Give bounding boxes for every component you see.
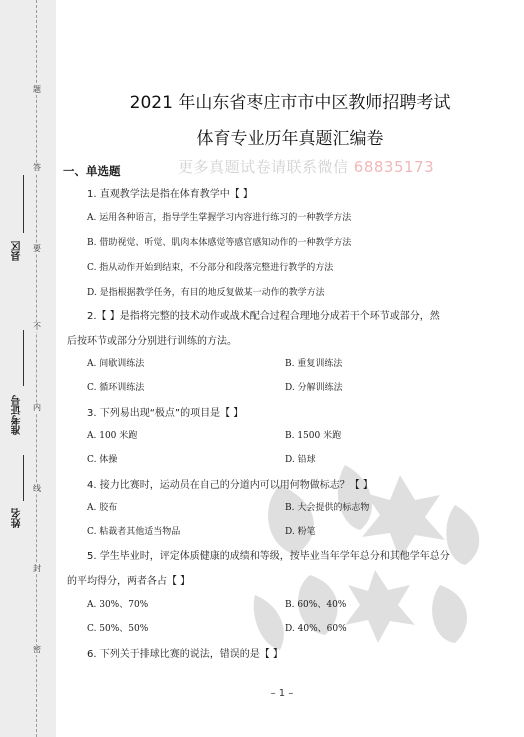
question-stem: 2.【 】是指将完整的技术动作或战术配合过程合理地分成若干个环节或部分，然: [87, 311, 440, 322]
promo-number: 68835173: [353, 158, 435, 176]
exam-no-write-line[interactable]: [23, 330, 24, 386]
seal-char: 不: [33, 322, 41, 331]
option-d: D. 粉笔: [285, 527, 316, 537]
option-a: A. 30%、70%: [87, 600, 149, 610]
option-b: B. 大会提供的标志物: [285, 503, 370, 513]
option-d: D. 铅球: [285, 455, 316, 465]
seal-char: 答: [33, 163, 41, 172]
section-heading: 一、单选题: [63, 164, 121, 178]
option-a: A. 运用各种语言，指导学生掌握学习内容进行练习的一种教学方法: [87, 213, 352, 223]
option-c: C. 体操: [87, 455, 118, 465]
option-b: B. 借助视觉、听觉、肌肉本体感觉等感官感知动作的一种教学方法: [87, 238, 352, 248]
seal-char: 要: [33, 244, 41, 253]
option-c: C. 50%、50%: [87, 624, 149, 634]
question-stem: 6. 下列关于排球比赛的说法，错误的是【 】: [87, 649, 283, 660]
exam-no-label: 准考证号: [12, 395, 23, 435]
option-a: A. 间歇训练法: [87, 359, 145, 369]
option-d: D. 分解训练法: [285, 383, 343, 393]
option-a: A. 100 米跑: [87, 431, 138, 441]
option-c: C. 粘裁者其他适当物品: [87, 527, 181, 537]
page-number: – 1 –: [270, 688, 294, 699]
seal-char: 内: [33, 403, 41, 412]
option-b: B. 重复训练法: [285, 359, 343, 369]
option-a: A. 胶布: [87, 503, 118, 513]
county-write-line[interactable]: [23, 175, 24, 233]
option-c: C. 循环训练法: [87, 383, 145, 393]
question-stem-cont: 的平均得分，两者各占【 】: [67, 576, 191, 587]
question-stem: 1. 直观教学法是指在体育教学中【 】: [87, 189, 253, 200]
exam-title: 2021 年山东省枣庄市市中区教师招聘考试: [129, 93, 451, 113]
name-label: 姓名: [12, 508, 23, 528]
option-b: B. 1500 米跑: [285, 431, 342, 441]
option-d: D. 是指根据教学任务，有目的地反复做某一动作的教学方法: [87, 288, 325, 298]
question-stem: 3. 下列易出现“极点”的项目是【 】: [87, 408, 244, 419]
exam-subtitle: 体育专业历年真题汇编卷: [196, 129, 384, 149]
promo-watermark: [178, 156, 434, 177]
name-write-line[interactable]: [23, 455, 24, 501]
question-stem: 4. 接力比赛时，运动员在自己的分道内可以用何物做标志？【 】: [87, 480, 373, 491]
option-d: D. 40%、60%: [285, 624, 347, 634]
option-b: B. 60%、40%: [285, 600, 347, 610]
promo-text: 更多真题试卷请联系微信: [178, 158, 349, 176]
question-stem: 5. 学生毕业时，评定体质健康的成绩和等级，按毕业当年学年总分和其他学年总分: [87, 551, 450, 562]
question-stem-cont: 后按环节或部分分别进行训练的方法。: [67, 336, 237, 347]
seal-char: 题: [33, 85, 41, 94]
seal-char: 密: [33, 645, 41, 654]
seal-char: 线: [33, 484, 41, 493]
seal-char: 封: [33, 564, 41, 573]
county-label: 县区: [12, 241, 23, 261]
option-c: C. 指从动作开始到结束，不分部分和段落完整进行教学的方法: [87, 263, 334, 273]
